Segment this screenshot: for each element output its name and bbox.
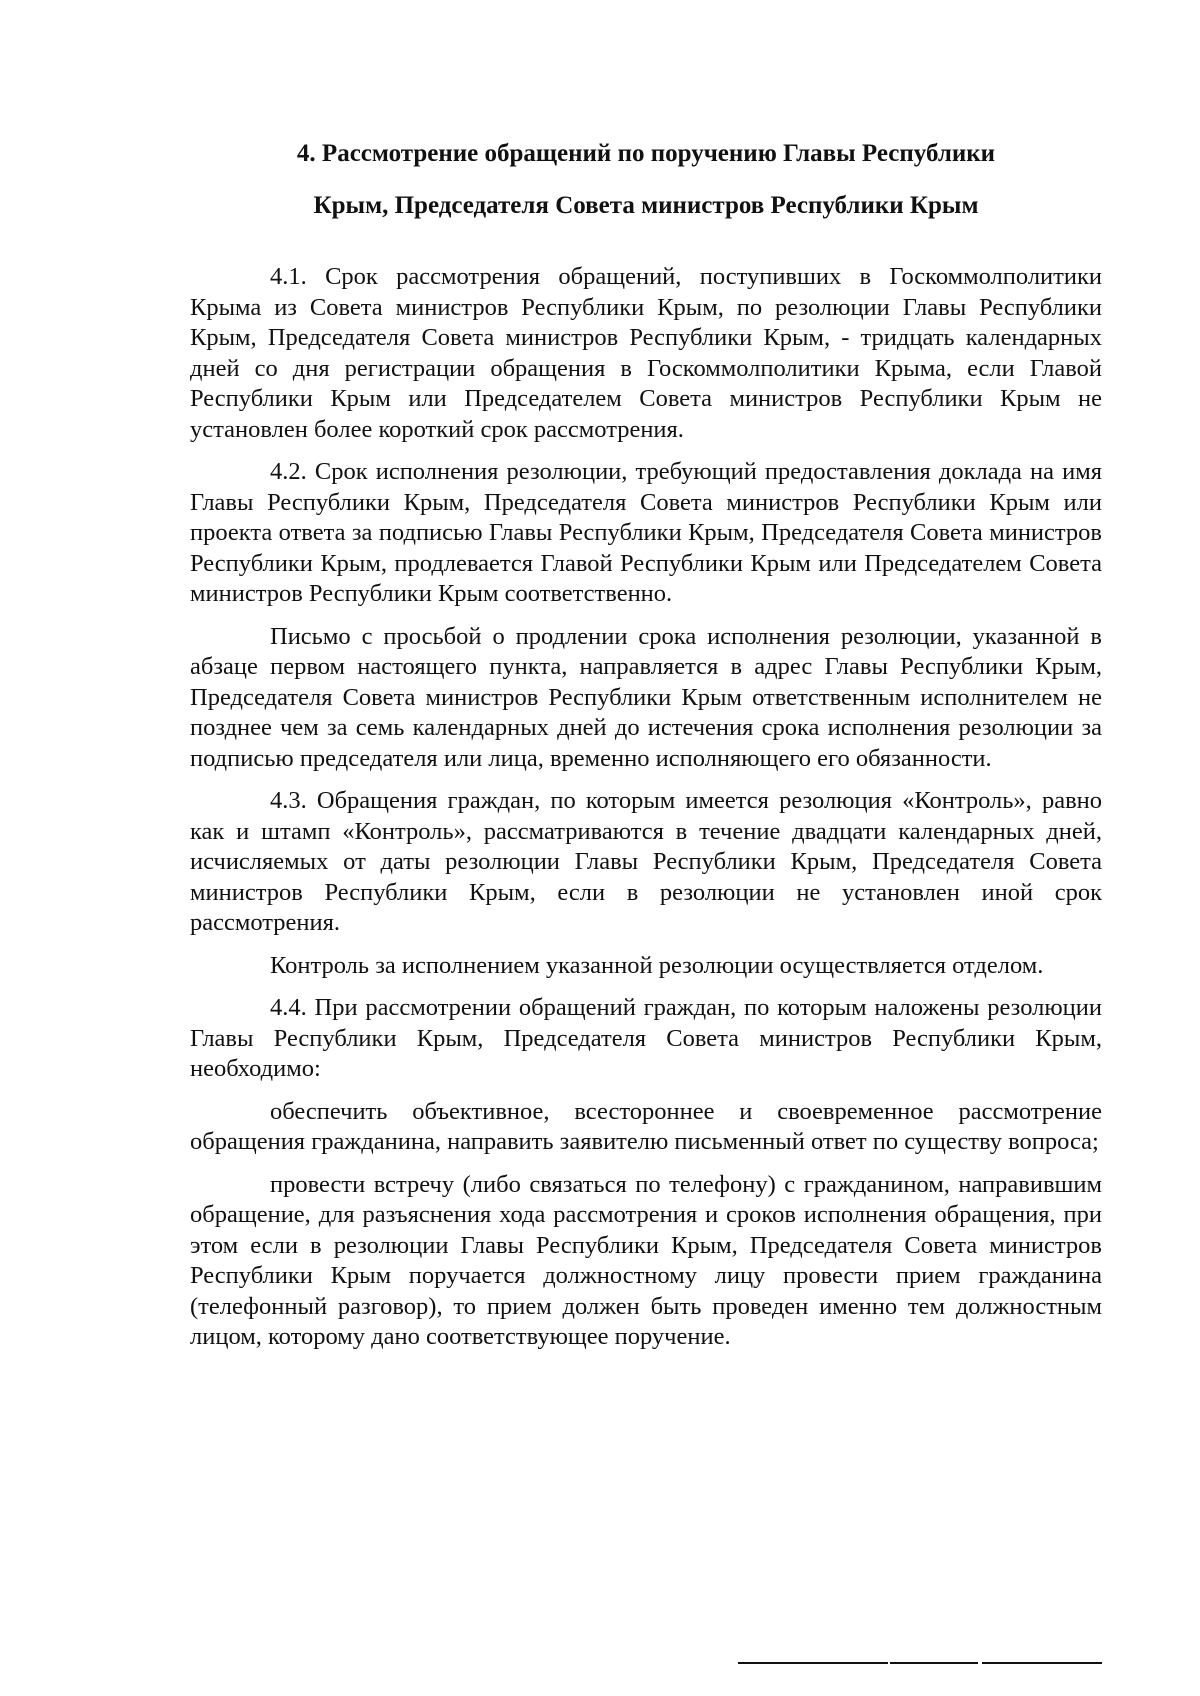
footer-divider [890, 1662, 978, 1664]
document-body [190, 262, 1102, 1365]
paragraph-meeting: провести встречу (либо связаться по телефону) с гражданином, направившим обращение, для разъяснения хода рассмотрения и сроков исполнения обращения, при этом если в резолюции Главы Республики Крым, Председателя Совета министров Республики Крым поручается должностному лицу провести прием гражданина (телефонный разговор), то прием должен быть проведен именно тем должностным лицом, которому дано соответствующее поручение. [190, 1170, 1102, 1350]
section-heading [190, 128, 1102, 232]
paragraph-4-3: 4.3. Обращения граждан, по которым имеется резолюция «Контроль», равно как и штамп «Контроль», рассматриваются в течение двадцати календарных дней, исчисляемых от даты резолюции Главы Республики Крым, Председателя Совета министров Республики Крым, если в резолюции не установлен иной срок рассмотрения. [190, 787, 1102, 936]
paragraph-ensure-review: обеспечить объективное, всестороннее и своевременное рассмотрение обращения гражданина, направить заявителю письменный ответ по существу вопроса; [190, 1097, 1102, 1155]
paragraph-4-2: 4.2. Срок исполнения резолюции, требующий предоставления доклада на имя Главы Республики Крым, Председателя Совета министров Республики Крым или проекта ответа за подписью Главы Республики Крым, Председателя Совета министров Республики Крым, продлевается Главой Республики Крым или Председателем Совета министров Республики Крым соответственно. [190, 458, 1102, 607]
footer-divider [738, 1662, 888, 1664]
paragraph-4-1: 4.1. Срок рассмотрения обращений, поступивших в Госкоммолполитики Крыма из Совета министров Республики Крым, по резолюции Главы Республики Крым, Председателя Совета министров Республики Крым, - тридцать календарных дней со дня регистрации обращения в Госкоммолполитики Крыма, если Главой Республики Крым или Председателем Совета министров Республики Крым не установлен более короткий срок рассмотрения. [190, 263, 1102, 443]
footer-divider [982, 1662, 1102, 1664]
heading-line-1: 4. Рассмотрение обращений по поручению Главы Республики [296, 140, 996, 167]
paragraph-4-4: 4.4. При рассмотрении обращений граждан, по которым наложены резолюции Главы Республики Крым, Председателя Совета министров Республики Крым, необходимо: [190, 994, 1102, 1082]
paragraph-control: Контроль за исполнением указанной резолюции осуществляется отделом. [270, 951, 1044, 979]
paragraph-extension-letter: Письмо с просьбой о продлении срока исполнения резолюции, указанной в абзаце первом настоящего пункта, направляется в адрес Главы Республики Крым, Председателя Совета министров Республики Крым ответственным исполнителем не позднее чем за семь календарных дней до истечения срока исполнения резолюции за подписью председателя или лица, временно исполняющего его обязанности. [190, 622, 1102, 772]
heading-line-2: Крым, Председателя Совета министров Республики Крым [313, 192, 979, 219]
